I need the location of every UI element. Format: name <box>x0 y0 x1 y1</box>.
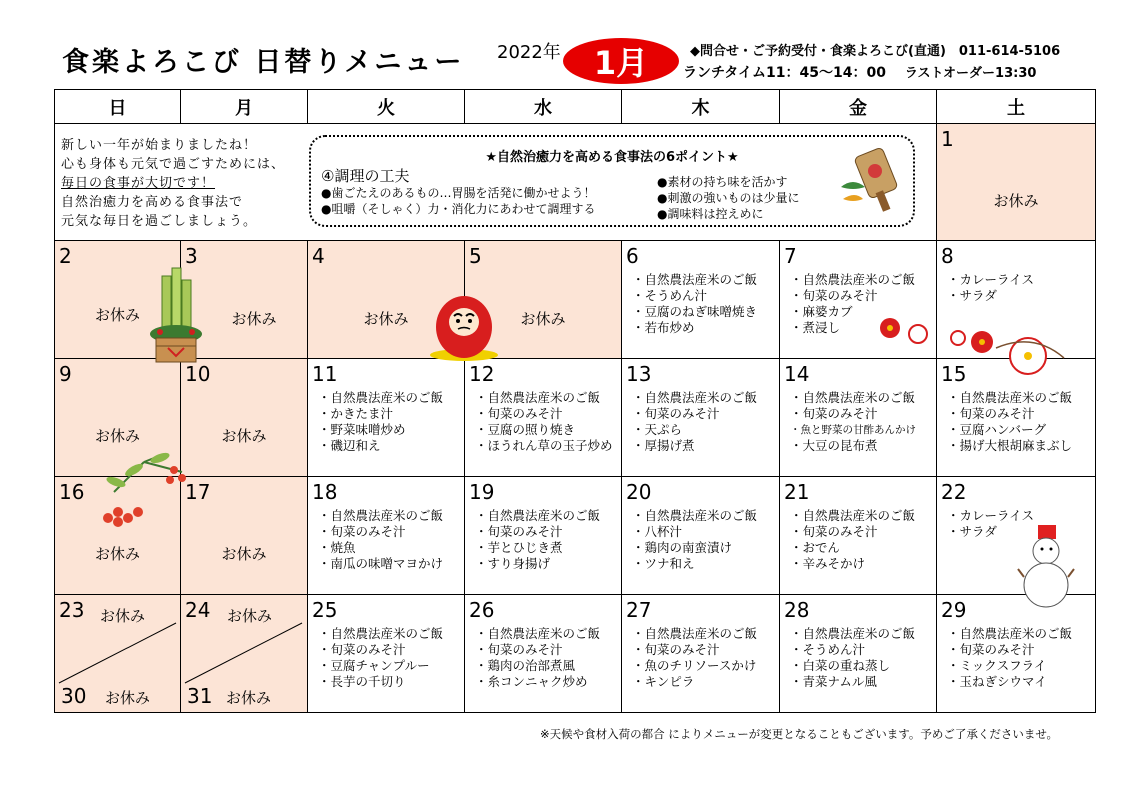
last-order: ラストオーダー13:30 <box>904 66 1037 81</box>
menu-list <box>475 626 600 690</box>
menu-item: ・ 自然農法産米のご飯 <box>318 626 443 642</box>
menu-item: ・ 厚揚げ煮 <box>632 438 757 454</box>
page-title: 食楽よろこび 日替りメニュー <box>62 47 465 78</box>
menu-item: ・ 揚げ大根胡麻まぶし <box>947 438 1072 454</box>
menu-item: ・ 旬菜のみそ汁 <box>318 642 443 658</box>
intro-row <box>55 124 1096 241</box>
menu-list <box>318 626 443 690</box>
day-number: 21 <box>784 480 810 504</box>
day-number: 19 <box>469 480 495 504</box>
tips-title: ★自然治癒力を高める食事法の6ポイント★ <box>485 150 739 165</box>
closed-label: お休み <box>221 427 267 445</box>
intro-line: 心も身体も元気で過ごすためには、 <box>61 157 286 172</box>
day-number: 22 <box>941 480 967 504</box>
day-cell-23-30 <box>55 595 181 713</box>
menu-list <box>632 272 757 336</box>
menu-item: ・ 自然農法産米のご飯 <box>790 626 915 642</box>
menu-item: ・ そうめん汁 <box>790 642 915 658</box>
calendar-table <box>54 89 1096 713</box>
day-number: 10 <box>185 362 211 386</box>
menu-item: ・ 糸コンニャク炒め <box>475 674 600 690</box>
menu-item: ・ 旬菜のみそ汁 <box>475 524 600 540</box>
intro-line: 新しい一年が始まりましたね！ <box>61 138 258 153</box>
day-cell-19 <box>465 477 622 595</box>
menu-item: ・ 旬菜のみそ汁 <box>947 406 1072 422</box>
menu-list <box>632 508 757 572</box>
menu-item: ・ カレーライス <box>947 508 1034 524</box>
intro-cell <box>55 124 937 241</box>
closed-label: お休み <box>363 310 409 328</box>
menu-item: ・ 自然農法産米のご飯 <box>947 626 1072 642</box>
menu-item: ・ 自然農法産米のご飯 <box>318 508 443 524</box>
day-number: 26 <box>469 598 495 622</box>
week-row <box>55 595 1096 713</box>
menu-item: ・ サラダ <box>947 524 1034 540</box>
closed-label: お休み <box>221 545 267 563</box>
menu-item: ・ 旬菜のみそ汁 <box>475 406 613 422</box>
menu-item: ・ 自然農法産米のご飯 <box>475 508 600 524</box>
menu-item: ・ 芋とひじき煮 <box>475 540 600 556</box>
menu-item: ・ 自然農法産米のご飯 <box>632 626 757 642</box>
day-number: 8 <box>941 244 954 268</box>
day-cell-21 <box>780 477 937 595</box>
menu-item: ・ 青菜ナムル風 <box>790 674 915 690</box>
menu-item: ・ ほうれん草の玉子炒め <box>475 438 613 454</box>
menu-item: ・ ツナ和え <box>632 556 757 572</box>
closed-label: お休み <box>105 689 151 707</box>
lunch-time: ランチタイム11：45～14：00 <box>683 65 886 81</box>
day-number: 20 <box>626 480 652 504</box>
menu-item: ・ 自然農法産米のご飯 <box>790 272 915 288</box>
menu-item: ・ 自然農法産米のご飯 <box>632 390 757 406</box>
menu-item: ・ 自然農法産米のご飯 <box>475 626 600 642</box>
menu-list <box>947 626 1072 690</box>
menu-item: ・ 自然農法産米のご飯 <box>632 508 757 524</box>
tip-item: ●咀嚼（そしゃく）力・消化力にあわせて調理する <box>321 202 596 216</box>
tip-item: ●素材の持ち味を活かす <box>657 175 788 189</box>
day-number: 28 <box>784 598 810 622</box>
kadomatsu-icon <box>148 268 204 364</box>
day-cell-11 <box>308 359 465 477</box>
month-badge: 1月 <box>563 38 679 84</box>
menu-item: ・ 自然農法産米のご飯 <box>790 508 915 524</box>
menu-list <box>947 272 1034 304</box>
menu-item: ・ 磯辺和え <box>318 438 443 454</box>
weekday-tue: 火 <box>308 90 465 124</box>
contact-info: ◆問合せ・ご予約受付・食楽よろこび(直通) 011-614-5106 <box>690 44 1061 59</box>
menu-item: ・ 豆腐のねぎ味噌焼き <box>632 304 757 320</box>
menu-item: ・ 旬菜のみそ汁 <box>790 524 915 540</box>
menu-item: ・ 大豆の昆布煮 <box>790 438 916 454</box>
menu-item: ・ 白菜の重ね蒸し <box>790 658 915 674</box>
closed-label: お休み <box>94 545 140 563</box>
closed-label: お休み <box>993 192 1039 210</box>
menu-item: ・ ミックスフライ <box>947 658 1072 674</box>
menu-list <box>632 626 757 690</box>
closed-label: お休み <box>520 310 566 328</box>
day-number: 15 <box>941 362 967 386</box>
menu-item: ・ 鶏肉の治部煮風 <box>475 658 600 674</box>
day-number: 5 <box>469 244 482 268</box>
day-number: 29 <box>941 598 967 622</box>
menu-item: ・ 魚のチリソースかけ <box>632 658 757 674</box>
closed-label: お休み <box>227 607 273 625</box>
closed-label: お休み <box>94 427 140 445</box>
weekday-sat: 土 <box>937 90 1096 124</box>
day-cell-1 <box>937 124 1096 241</box>
tip-item: ●刺激の強いものは少量に <box>657 191 800 205</box>
menu-item: ・ 旬菜のみそ汁 <box>318 524 443 540</box>
day-cell-27 <box>622 595 780 713</box>
day-number: 23 <box>59 598 85 622</box>
menu-item: ・ 天ぷら <box>632 422 757 438</box>
week-row <box>55 477 1096 595</box>
menu-item: ・ 長芋の千切り <box>318 674 443 690</box>
menu-item: ・ 豆腐の照り焼き <box>475 422 613 438</box>
day-number: 7 <box>784 244 797 268</box>
closed-label: お休み <box>94 306 140 324</box>
day-number: 11 <box>312 362 338 386</box>
day-number: 16 <box>59 480 85 504</box>
menu-item: ・ おでん <box>790 540 915 556</box>
day-number: 24 <box>185 598 211 622</box>
menu-list <box>790 508 915 572</box>
plum-blossom-icon <box>874 312 1064 382</box>
menu-list <box>318 390 443 454</box>
menu-item: ・ 煮浸し <box>790 320 915 336</box>
nanten-berries-icon <box>94 452 190 528</box>
menu-item: ・ 旬菜のみそ汁 <box>947 642 1072 658</box>
day-cell-17 <box>181 477 308 595</box>
menu-list <box>475 390 613 454</box>
closed-label: お休み <box>231 310 277 328</box>
menu-item: ・ 自然農法産米のご飯 <box>632 272 757 288</box>
menu-list <box>947 390 1072 454</box>
day-number: 31 <box>187 684 213 708</box>
menu-list <box>790 390 916 454</box>
day-number: 13 <box>626 362 652 386</box>
day-cell-12 <box>465 359 622 477</box>
weekday-mon: 月 <box>181 90 308 124</box>
day-cell-13 <box>622 359 780 477</box>
tip-item: ●歯ごたえのあるもの…胃腸を活発に働かせよう！ <box>321 186 596 200</box>
day-number: 9 <box>59 362 72 386</box>
menu-item: ・ 八杯汁 <box>632 524 757 540</box>
day-cell-6 <box>622 241 780 359</box>
weekday-thu: 木 <box>622 90 780 124</box>
day-number: 3 <box>185 244 198 268</box>
intro-line: 元気な毎日を過ごしましょう。 <box>61 214 258 229</box>
menu-item: ・ 旬菜のみそ汁 <box>790 406 916 422</box>
day-number: 4 <box>312 244 325 268</box>
snowman-icon <box>1018 525 1074 609</box>
day-number: 12 <box>469 362 495 386</box>
daruma-icon <box>428 293 500 361</box>
closed-label: お休み <box>100 607 146 625</box>
day-number: 2 <box>59 244 72 268</box>
menu-list <box>318 508 443 572</box>
intro-line: 自然治癒力を高める食事法で <box>61 195 244 210</box>
menu-item: ・ 旬菜のみそ汁 <box>790 288 915 304</box>
day-number: 25 <box>312 598 338 622</box>
weekday-fri: 金 <box>780 90 937 124</box>
menu-item: ・ 旬菜のみそ汁 <box>475 642 600 658</box>
day-cell-24-31 <box>181 595 308 713</box>
day-cell-29 <box>937 595 1096 713</box>
menu-item: ・ 焼魚 <box>318 540 443 556</box>
tips-subtitle: ④調理の工夫 <box>321 167 410 185</box>
day-number: 18 <box>312 480 338 504</box>
closed-label: お休み <box>226 689 272 707</box>
day-number: 6 <box>626 244 639 268</box>
menu-item: ・ すり身揚げ <box>475 556 600 572</box>
menu-list <box>632 390 757 454</box>
menu-item: ・ 豆腐チャンプルー <box>318 658 443 674</box>
day-number: 27 <box>626 598 652 622</box>
menu-item: ・ 自然農法産米のご飯 <box>947 390 1072 406</box>
tip-item: ●調味料は控えめに <box>657 207 764 221</box>
menu-item: ・ 鶏肉の南蛮漬け <box>632 540 757 556</box>
day-number: 1 <box>941 127 954 151</box>
business-hours <box>683 62 1036 82</box>
menu-item: ・ かきたま汁 <box>318 406 443 422</box>
menu-item: ・ 野菜味噌炒め <box>318 422 443 438</box>
menu-item: ・ カレーライス <box>947 272 1034 288</box>
menu-item: ・ 自然農法産米のご飯 <box>318 390 443 406</box>
menu-item: ・ 玉ねぎシウマイ <box>947 674 1072 690</box>
tips-right <box>657 174 799 222</box>
weekday-sun: 日 <box>55 90 181 124</box>
day-number: 30 <box>61 684 87 708</box>
menu-item: ・ 辛みそかけ <box>790 556 915 572</box>
intro-line: 毎日の食事が大切です！ <box>61 176 216 191</box>
menu-list <box>790 626 915 690</box>
day-cell-26 <box>465 595 622 713</box>
menu-item: ・ キンピラ <box>632 674 757 690</box>
day-cell-18 <box>308 477 465 595</box>
day-cell-10 <box>181 359 308 477</box>
menu-item: ・ 豆腐ハンバーグ <box>947 422 1072 438</box>
menu-item: ・ 若布炒め <box>632 320 757 336</box>
day-cell-28 <box>780 595 937 713</box>
day-number: 14 <box>784 362 810 386</box>
menu-item: ・ 麻婆カブ <box>790 304 915 320</box>
weekday-header-row <box>55 90 1096 124</box>
menu-item: ・ 自然農法産米のご飯 <box>475 390 613 406</box>
day-cell-20 <box>622 477 780 595</box>
weekday-wed: 水 <box>465 90 622 124</box>
menu-item: ・ 自然農法産米のご飯 <box>790 390 916 406</box>
menu-item: ・ 旬菜のみそ汁 <box>632 406 757 422</box>
menu-item: ・ サラダ <box>947 288 1034 304</box>
hagoita-icon <box>839 147 903 213</box>
menu-item: ・ そうめん汁 <box>632 288 757 304</box>
menu-list <box>475 508 600 572</box>
menu-item: ・ 旬菜のみそ汁 <box>632 642 757 658</box>
year-label: 2022年 <box>497 42 561 63</box>
day-number: 17 <box>185 480 211 504</box>
day-cell-25 <box>308 595 465 713</box>
intro-message <box>61 136 285 231</box>
menu-item: ・ 魚と野菜の甘酢あんかけ <box>790 422 916 438</box>
tips-box <box>309 135 915 227</box>
menu-item: ・ 南瓜の味噌マヨかけ <box>318 556 443 572</box>
footnote: ※天候や食材入荷の都合 によりメニューが変更となることもございます。予めご了承くださいませ。 <box>540 727 1059 741</box>
tips-left <box>321 185 595 217</box>
